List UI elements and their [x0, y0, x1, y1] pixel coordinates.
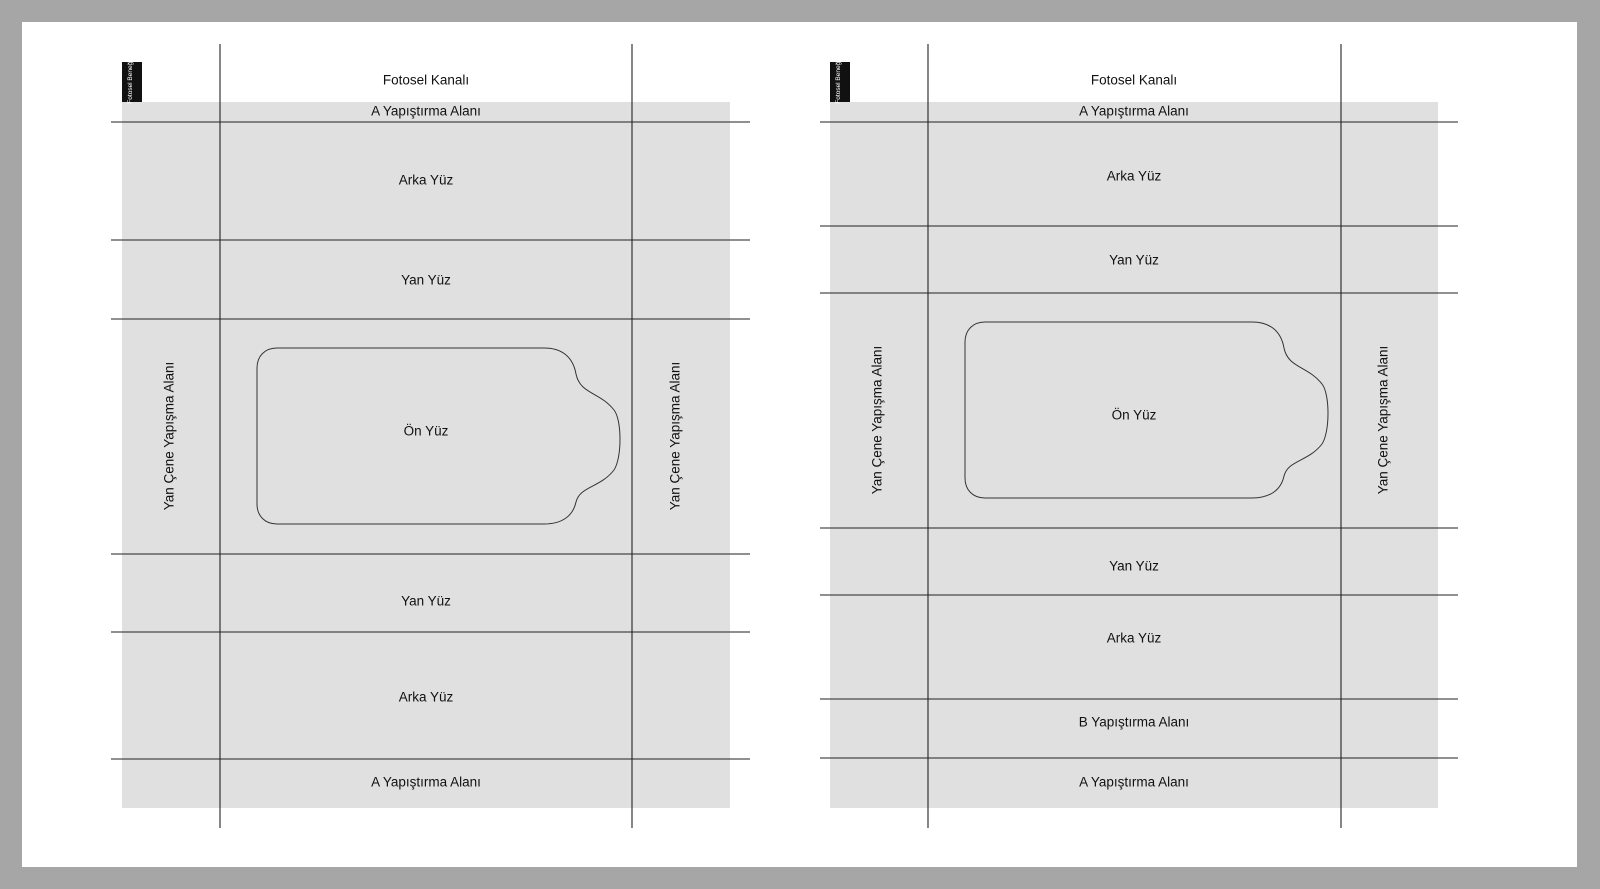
side-face-top-label: Yan Yüz [401, 272, 451, 288]
back-face-bottom-label: Arka Yüz [398, 689, 454, 705]
fotosel-mark-label: Fotosel Beneği [835, 60, 842, 104]
template-right-background [830, 102, 1438, 808]
back-face-top-label: Arka Yüz [1106, 168, 1162, 184]
fotosel-mark-right [830, 60, 850, 103]
right-flap-label: Yan Çene Yapışma Alanı [667, 361, 683, 511]
dieline-drawing [22, 22, 1577, 867]
side-face-top-label: Yan Yüz [1109, 252, 1159, 268]
glue-area-top-label: A Yapıştırma Alanı [371, 103, 481, 119]
back-face-bottom-label: Arka Yüz [1106, 630, 1162, 646]
glue-area-bottom-label: A Yapıştırma Alanı [1079, 774, 1189, 790]
side-face-bottom-label: Yan Yüz [1109, 558, 1159, 574]
side-face-bottom-label: Yan Yüz [401, 593, 451, 609]
fotosel-mark-left [122, 60, 142, 103]
right-flap-label: Yan Çene Yapışma Alanı [1375, 345, 1391, 495]
front-face-label: Ön Yüz [1111, 407, 1157, 423]
back-face-top-label: Arka Yüz [398, 172, 454, 188]
template-left [111, 44, 750, 828]
left-flap-label: Yan Çene Yapışma Alanı [869, 345, 885, 495]
fotosel-channel-label: Fotosel Kanalı [1090, 72, 1178, 88]
dieline-sheet [22, 22, 1577, 867]
fotosel-mark-label: Fotosel Beneği [127, 60, 134, 104]
glue-area-top-label: A Yapıştırma Alanı [1079, 103, 1189, 119]
glue-area-b-label: B Yapıştırma Alanı [1078, 714, 1190, 730]
front-face-label: Ön Yüz [403, 423, 449, 439]
template-right [820, 44, 1458, 828]
left-flap-label: Yan Çene Yapışma Alanı [161, 361, 177, 511]
fotosel-channel-label: Fotosel Kanalı [382, 72, 470, 88]
glue-area-bottom-label: A Yapıştırma Alanı [371, 774, 481, 790]
